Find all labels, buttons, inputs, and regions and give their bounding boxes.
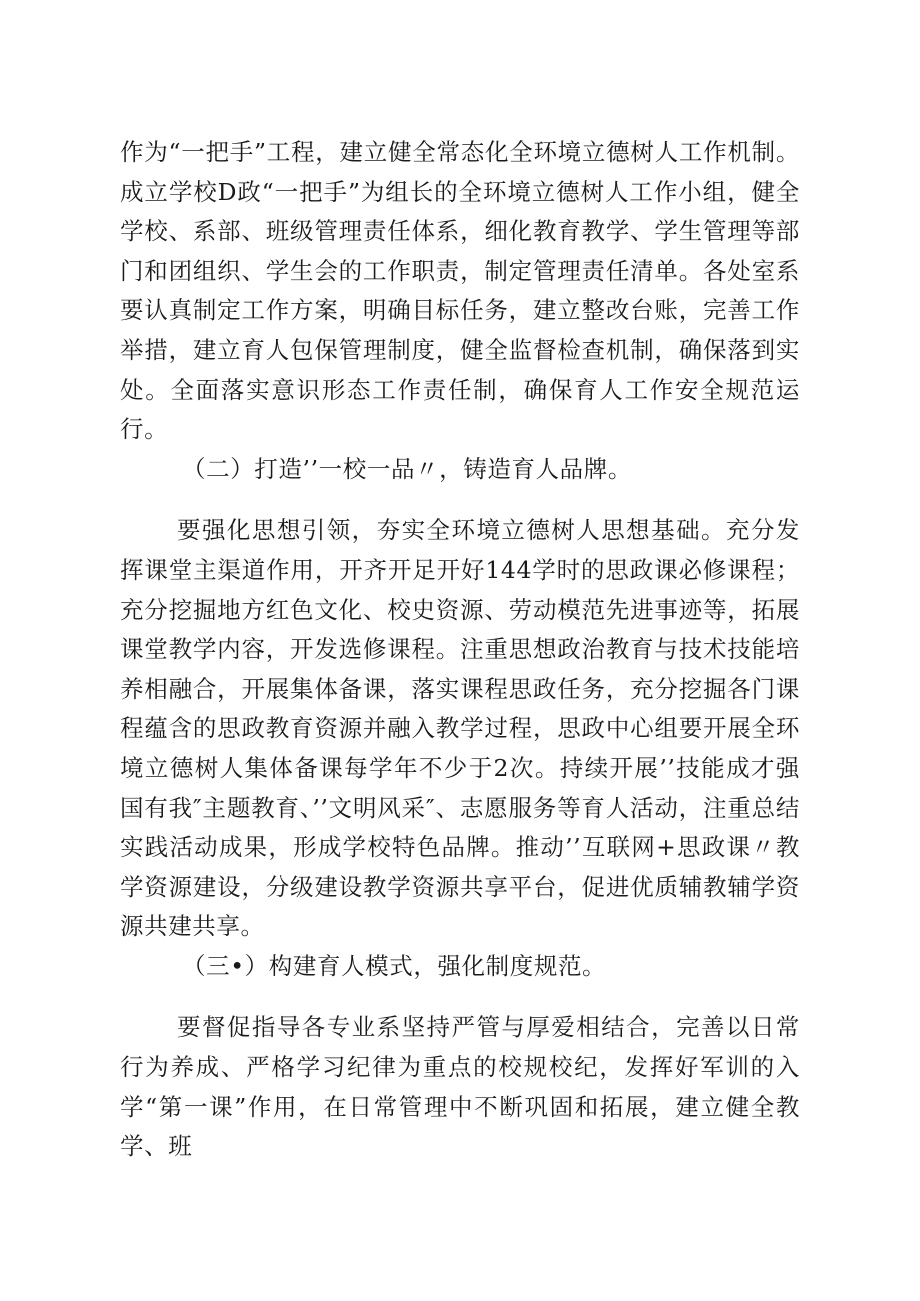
section-heading-3: （三•）构建育人模式，强化制度规范。: [182, 951, 607, 980]
paragraph-school-rules: 要督促指导各专业系坚持严管与厚爱相结合，完善以日常行为养成、严格学习纪律为重点的校规校纪，发挥好军训的入学“第一课”作用，在日常管理中不断巩固和拓展，建立健全教学、班: [120, 1013, 800, 1161]
paragraph-ideological-guidance: 要强化思想引领，夯实全环境立德树人思想基础。充分发挥课堂主渠道作用，开齐开足开好144学时的思政课必修课程；充分挖掘地方红色文化、校史资源、劳动模范先进事迹等，拓展课堂教学内容，开发选修课程。注重思想政治教育与技术技能培养相融合，开展集体备课，落实课程思政任务，充分挖掘各门课程蕴含的思政教育资源并融入教学过程，思政中心组要开展全环境立德树人集体备课每学年不少于2次。持续开展’’技能成才强国有我″主题教育、’’文明风采″、志愿服务等育人活动，注重总结实践活动成果，形成学校特色品牌。推动’’互联网+思政课〃教学资源建设，分级建设教学资源共享平台，促进优质辅教辅学资源共建共享。: [120, 516, 800, 941]
paragraph-work-mechanism: 作为“一把手”工程，建立健全常态化全环境立德树人工作机制。成立学校D政“一把手”为组长的全环境立德树人工作小组，健全学校、系部、班级管理责任体系，细化教育教学、学生管理等部门和团组织、学生会的工作职责，制定管理责任清单。各处室系要认真制定工作方案，明确目标任务，建立整改台账，完善工作举措，建立育人包保管理制度，健全监督检查机制，确保落到实处。全面落实意识形态工作责任制，确保育人工作安全规范运行。: [120, 138, 800, 444]
section-heading-2: （二）打造’’一校一品〃，铸造育人品牌。: [182, 454, 632, 483]
document-body: [120, 133, 800, 1167]
